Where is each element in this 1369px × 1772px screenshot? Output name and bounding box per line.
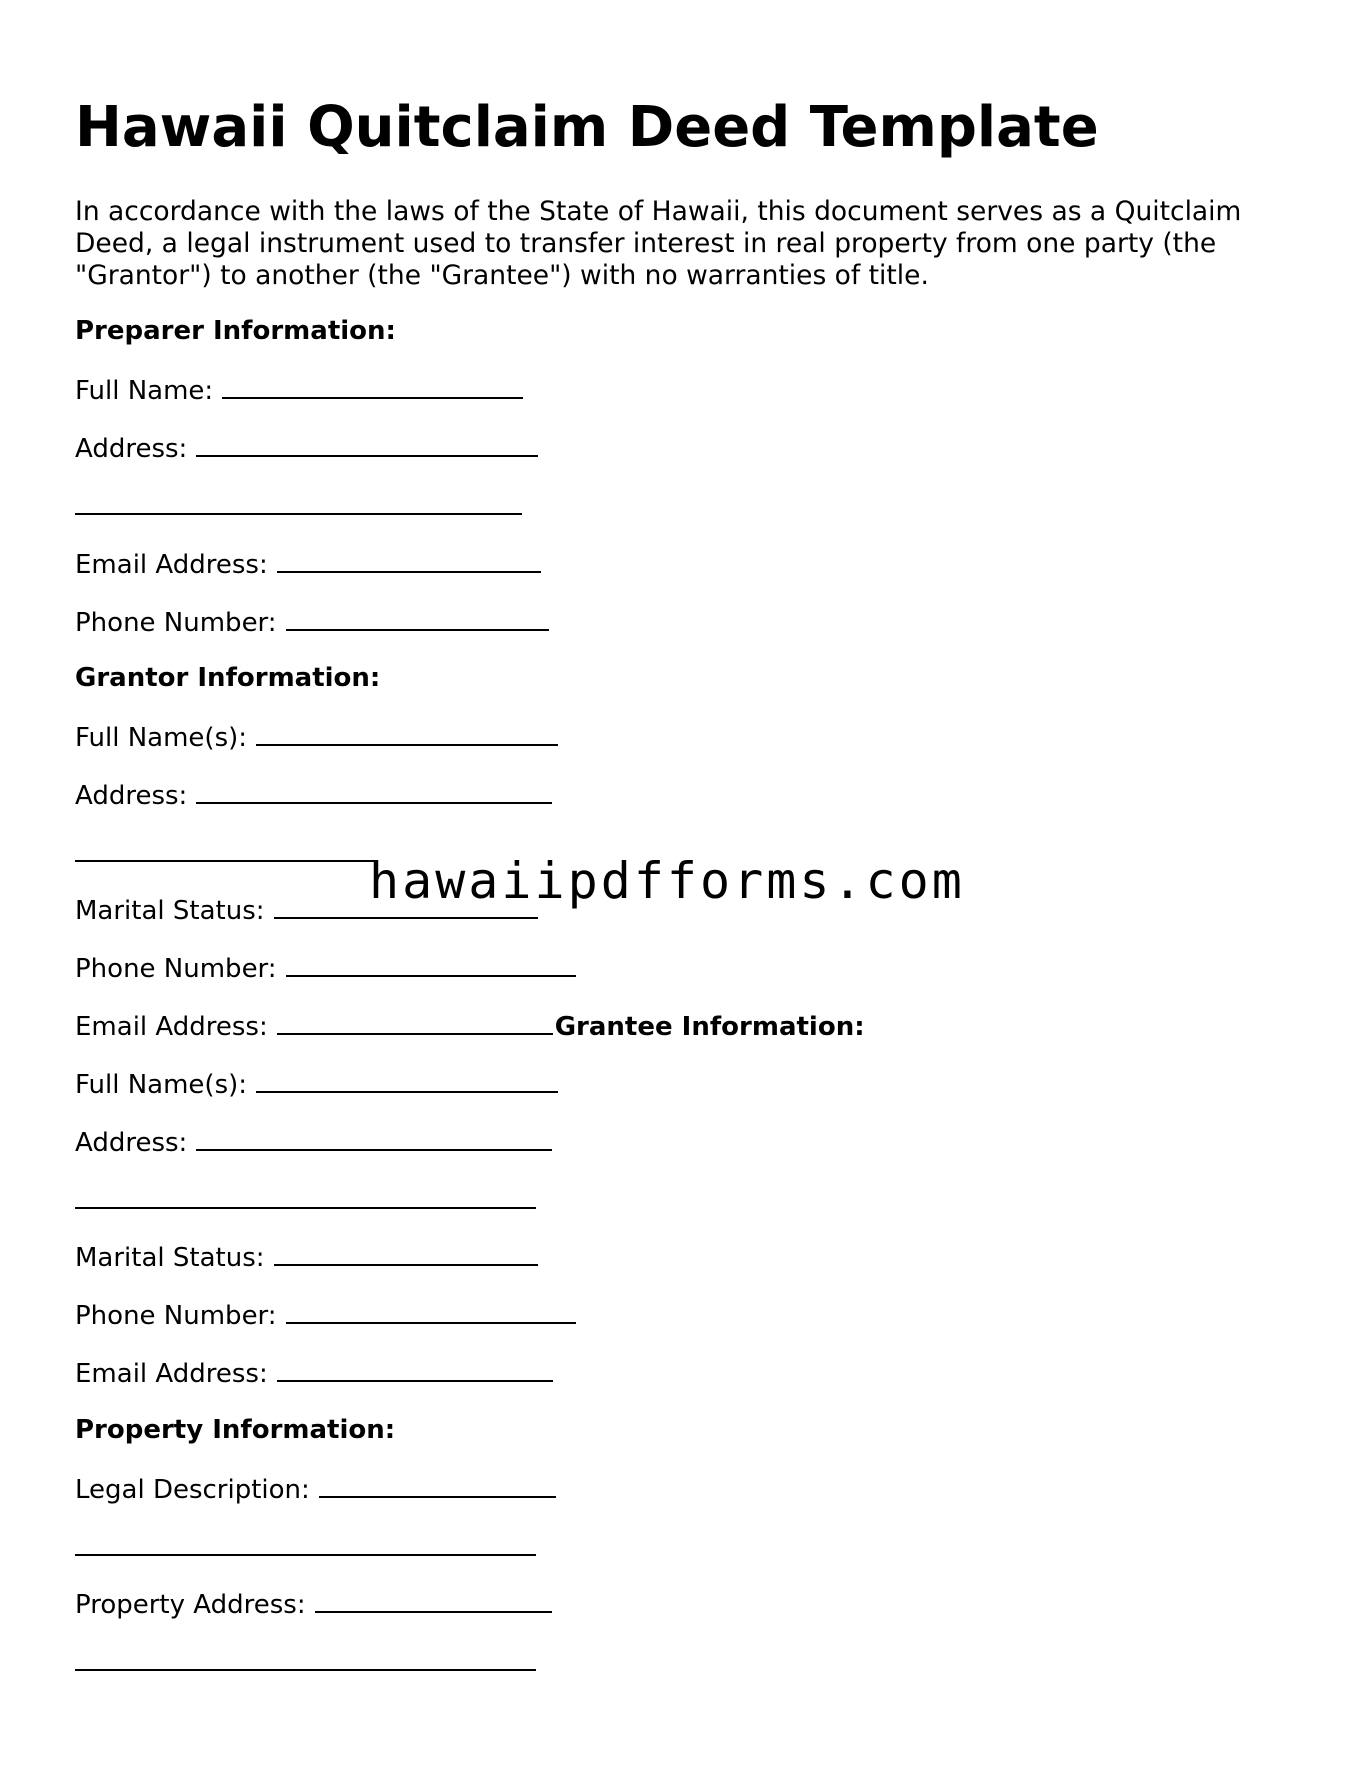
grantor-email-field[interactable]	[75, 1009, 865, 1043]
watermark: hawaiipdfforms.com	[369, 852, 965, 910]
field-label: Full Name(s):	[75, 723, 248, 753]
blank-line[interactable]	[256, 1067, 558, 1093]
blank-line[interactable]	[319, 1472, 556, 1498]
field-label: Email Address:	[75, 550, 268, 580]
field-label: Email Address:	[75, 1359, 268, 1389]
blank-line[interactable]	[75, 1183, 536, 1209]
property-address-field[interactable]	[75, 1587, 552, 1621]
blank-line[interactable]	[286, 1298, 576, 1324]
blank-line[interactable]	[75, 836, 375, 862]
field-label: Full Name(s):	[75, 1070, 248, 1100]
blank-line[interactable]	[277, 547, 541, 573]
blank-line[interactable]	[256, 720, 558, 746]
blank-line[interactable]	[75, 1530, 536, 1556]
legal-description-line-2[interactable]	[75, 1530, 536, 1564]
grantor-address-field[interactable]	[75, 778, 552, 812]
blank-line[interactable]	[286, 605, 549, 631]
blank-line[interactable]	[274, 1240, 538, 1266]
preparer-phone-field[interactable]	[75, 605, 549, 639]
blank-line[interactable]	[75, 489, 522, 515]
page-title: Hawaii Quitclaim Deed Template	[75, 95, 1099, 160]
grantee-heading: Grantee Information:	[554, 1012, 865, 1042]
field-label: Phone Number:	[75, 1301, 277, 1331]
grantor-full-names-field[interactable]	[75, 720, 558, 754]
blank-line[interactable]	[196, 778, 552, 804]
blank-line[interactable]	[222, 373, 523, 399]
blank-line[interactable]	[196, 431, 538, 457]
field-label: Address:	[75, 434, 188, 464]
grantor-phone-field[interactable]	[75, 951, 576, 985]
blank-line[interactable]	[277, 1356, 553, 1382]
field-label: Address:	[75, 1128, 188, 1158]
field-label: Marital Status:	[75, 1243, 265, 1273]
intro-paragraph: In accordance with the laws of the State of Hawaii, this document serves as a Quitclaim Deed, a legal instrument used to transfer interest in real property from one party (the "Grantor") to another (the "Grantee") with no warranties of title.	[75, 196, 1242, 291]
grantee-marital-status-field[interactable]	[75, 1240, 538, 1274]
preparer-address-field[interactable]	[75, 431, 538, 465]
field-label: Property Address:	[75, 1590, 306, 1620]
grantor-address-line-2[interactable]	[75, 836, 375, 870]
preparer-full-name-field[interactable]	[75, 373, 523, 407]
grantee-full-names-field[interactable]	[75, 1067, 558, 1101]
legal-description-field[interactable]	[75, 1472, 556, 1506]
field-label: Email Address:	[75, 1012, 268, 1042]
blank-line[interactable]	[315, 1587, 552, 1613]
field-label: Full Name:	[75, 376, 214, 406]
blank-line[interactable]	[196, 1125, 552, 1151]
blank-line[interactable]	[75, 1645, 536, 1671]
grantee-phone-field[interactable]	[75, 1298, 576, 1332]
grantee-address-field[interactable]	[75, 1125, 552, 1159]
field-label: Marital Status:	[75, 896, 265, 926]
property-address-line-2[interactable]	[75, 1645, 536, 1679]
preparer-email-field[interactable]	[75, 547, 541, 581]
property-heading: Property Information:	[75, 1415, 396, 1445]
blank-line[interactable]	[286, 951, 576, 977]
preparer-address-line-2[interactable]	[75, 489, 522, 523]
grantee-email-field[interactable]	[75, 1356, 553, 1390]
blank-line[interactable]	[277, 1009, 553, 1035]
grantee-address-line-2[interactable]	[75, 1183, 536, 1217]
field-label: Phone Number:	[75, 608, 277, 638]
field-label: Phone Number:	[75, 954, 277, 984]
preparer-heading: Preparer Information:	[75, 316, 396, 346]
field-label: Address:	[75, 781, 188, 811]
field-label: Legal Description:	[75, 1475, 310, 1505]
grantor-heading: Grantor Information:	[75, 663, 381, 693]
